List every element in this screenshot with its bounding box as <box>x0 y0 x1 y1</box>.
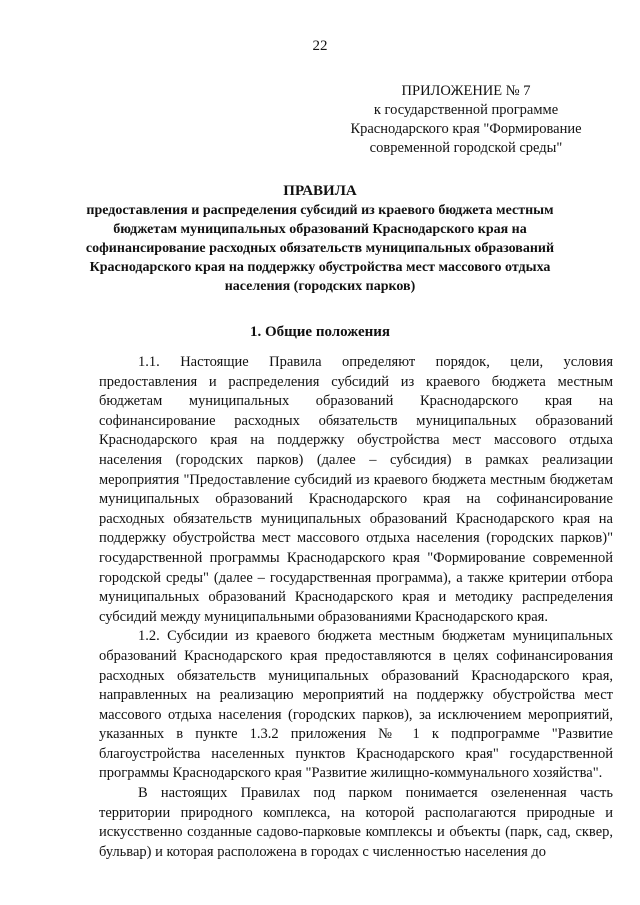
paragraph-1-2: 1.2. Субсидии из краевого бюджета местным бюджетам муниципальных образований Краснодарского края предоставляются в целях софинансирования расходных обязательств муниципальных образований Краснодарского края, направленных на реализацию мероприятий на поддержку обустройства мест массового отдыха населения (городских парков), за исключением мероприятий, указанных в пункте 1.3.2 приложения № 1 к подпрограмме "Развитие благоустройства населенных пунктов Краснодарского края" государственной программы Краснодарского края "Развитие жилищно-коммунального хозяйства". <box>99 628 613 782</box>
body-text <box>99 353 613 862</box>
page-number: 22 <box>312 38 328 54</box>
appendix-line: современной городской среды" <box>369 140 563 156</box>
appendix-header <box>330 82 602 158</box>
section-heading: 1. Общие положения <box>249 324 391 340</box>
document-title-block <box>80 182 560 296</box>
paragraph-park-definition: В настоящих Правилах под парком понимается озелененная часть территории природного комплекса, на которой располагаются природные и искусственно созданные садово-парковые комплексы и объекты (парк, сад, сквер, бульвар) и которая расположена в городах с численностью населения до <box>99 785 613 860</box>
appendix-line: Краснодарского края "Формирование <box>350 121 582 137</box>
appendix-line: ПРИЛОЖЕНИЕ № 7 <box>401 83 531 99</box>
appendix-line: к государственной программе <box>373 102 559 118</box>
document-subtitle: предоставления и распределения субсидий из краевого бюджета местным бюджетам муниципальных образований Краснодарского края на софинансирование расходных обязательств муниципальных образований Краснодарского края на поддержку обустройства мест массового отдыха населения (городских парков) <box>85 203 555 294</box>
paragraph-1-1: 1.1. Настоящие Правила определяют порядок, цели, условия предоставления и распределения субсидий из краевого бюджета местным бюджетам муниципальных образований Краснодарского края на софинансирование расходных обязательств муниципальных образований Краснодарского края на поддержку обустройства мест массового отдыха населения (городских парков) (далее – субсидия) в рамках реализации мероприятия "Предоставление субсидий из краевого бюджета местным бюджетам муниципальных образований Краснодарского края на софинансирование расходных обязательств муниципальных образований Краснодарского края на поддержку обустройства мест массового отдыха населения (городских парков)" государственной программы Краснодарского края "Формирование современной городской среды" (далее – государственная программа), а также критерии отбора муниципальных образований Краснодарского края и методику распределения субсидий между муниципальными образованиями Краснодарского края. <box>99 354 613 625</box>
document-title: ПРАВИЛА <box>283 183 357 199</box>
